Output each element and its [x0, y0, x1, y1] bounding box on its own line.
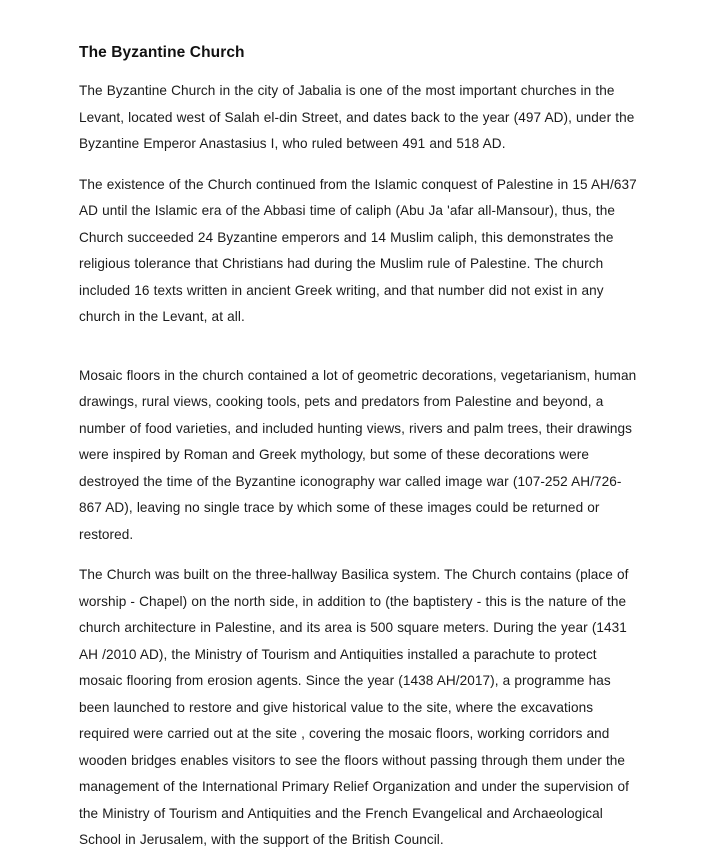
paragraph-architecture: The Church was built on the three-hallway Basilica system. The Church contains (place of worship - Chapel) on the north side, in addition to (the baptistery - this is the nature of the church architecture in Palestine, and its area is 500 square meters. During the year (1431 AH /2010 AD), the Ministry of Tourism and Antiquities installed a parachute to protect mosaic flooring from erosion agents. Since the year (1438 AH/2017), a programme has been launched to restore and give historical value to the site, where the excavations required were carried out at the site , covering the mosaic floors, working corridors and wooden bridges enables visitors to see the floors without passing through them under the management of the International Primary Relief Organization and under the supervision of the Ministry of Tourism and Antiquities and the French Evangelical and Archaeological School in Jerusalem, with the support of the British Council. — [79, 567, 630, 848]
paragraph-mosaics: Mosaic floors in the church contained a lot of geometric decorations, vegetarianism, human drawings, rural views, cooking tools, pets and predators from Palestine and beyond, a number of food varieties, and included hunting views, rivers and palm trees, their drawings were inspired by Roman and Greek mythology, but some of these decorations were destroyed the time of the Byzantine iconography war called image war (107-252 AH/726-867 AD), leaving no single trace by which some of these images could be returned or restored. — [79, 367, 637, 542]
paragraph-history: The existence of the Church continued from the Islamic conquest of Palestine in 15 AH/637 AD until the Islamic era of the Abbasi time of caliph (Abu Ja 'afar all-Mansour), thus, the Church succeeded 24 Byzantine emperors and 14 Muslim caliph, this demonstrates the religious tolerance that Christians had during the Muslim rule of Palestine. The church included 16 texts written in ancient Greek writing, and that number did not exist in any church in the Levant, at all. — [79, 176, 637, 325]
paragraph-intro: The Byzantine Church in the city of Jabalia is one of the most important churches in the Levant, located west of Salah el-din Street, and dates back to the year (497 AD), under the Byzantine Emperor Anastasius I, who ruled between 491 and 518 AD. — [79, 83, 635, 152]
page-title: The Byzantine Church — [79, 44, 245, 61]
